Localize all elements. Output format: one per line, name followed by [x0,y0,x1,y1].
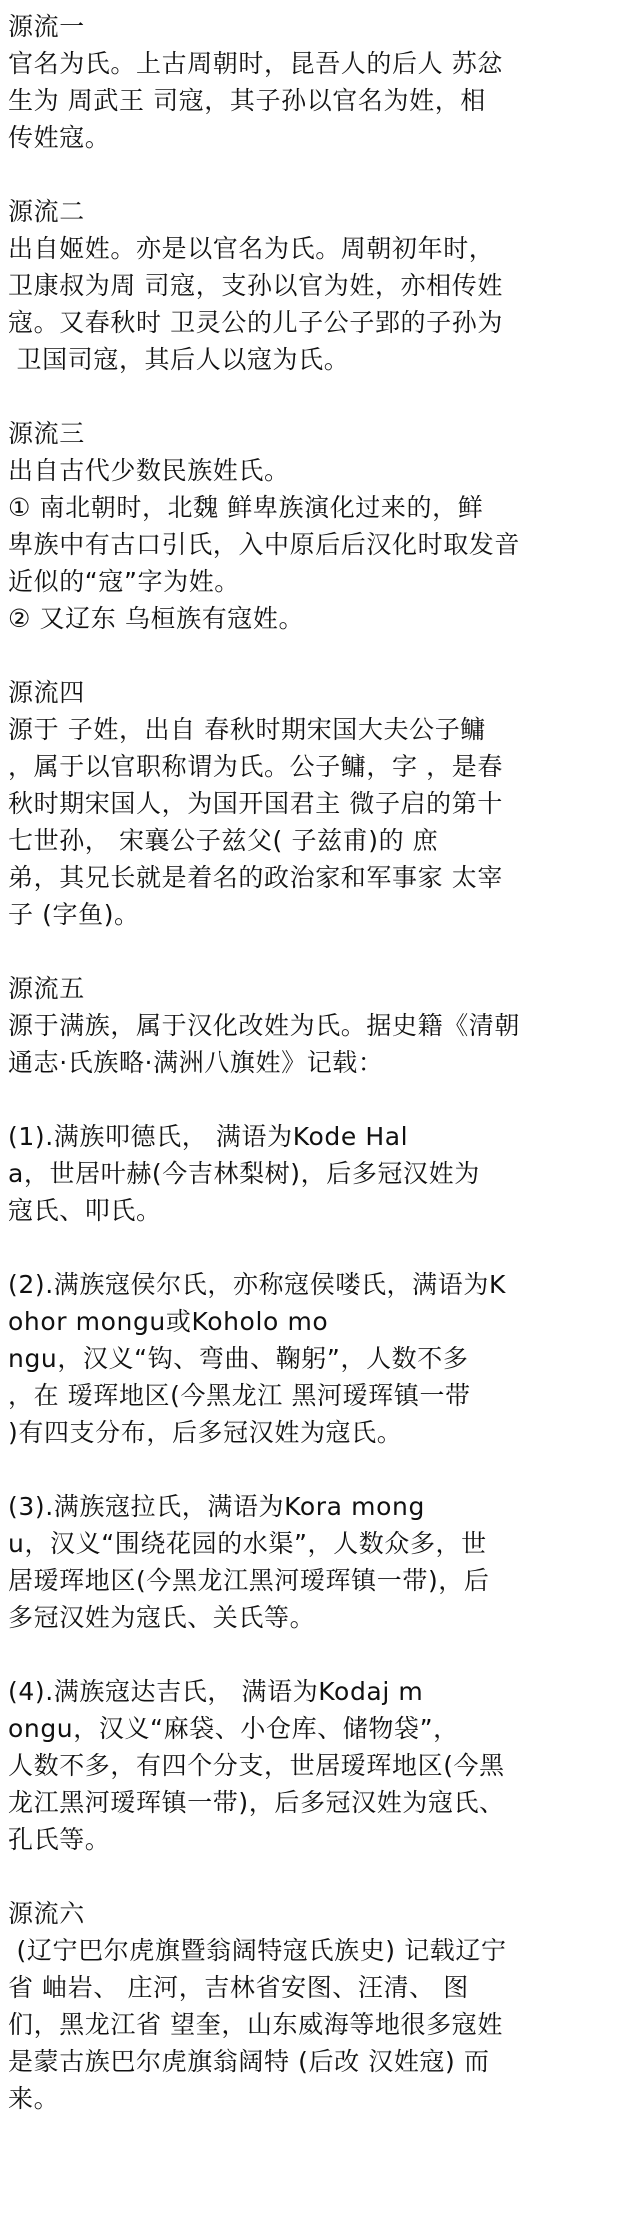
text-line: 龙江黑河瑷珲镇一带)，后多冠汉姓为寇氏、 [8,1788,505,1817]
text-line: 寇。又春秋时 卫灵公的儿子公子郢的子孙为 [8,308,503,337]
text-line: 寇氏、叩氏。 [8,1196,162,1225]
paragraph-gap [8,1636,634,1673]
text-line: ① 南北朝时，北魏 鲜卑族演化过来的，鲜 [8,493,484,522]
text-line: 出自姬姓。亦是以官名为氏。周朝初年时， [8,234,495,263]
text-line: 省 岫岩、 庄河，吉林省安图、汪清、 图 [8,1973,469,2002]
text-line: 官名为氏。上古周朝时，昆吾人的后人 苏忿 [8,49,503,78]
paragraph-gap [8,1081,634,1118]
section-heading: 源流一 [8,12,85,41]
section-origin-5 [8,970,634,1081]
text-line: )有四支分布，后多冠汉姓为寇氏。 [8,1418,403,1447]
text-line: 生为 周武王 司寇，其子孙以官名为姓，相 [8,86,486,115]
text-line: 多冠汉姓为寇氏、关氏等。 [8,1603,316,1632]
text-line: 卑族中有古口引氏，入中原后后汉化时取发音 [8,530,521,559]
section-heading: 源流六 [8,1899,85,1928]
text-line: 源于 子姓，出自 春秋时期宋国大夫公子鳙 [8,715,486,744]
paragraph-gap [8,1858,634,1895]
text-line: (3).满族寇拉氏，满语为Kora mong [8,1492,425,1521]
section-heading: 源流三 [8,419,85,448]
text-line: 七世孙， 宋襄公子兹父( 子兹甫)的 庶 [8,826,439,855]
text-line: 弟，其兄长就是着名的政治家和军事家 太宰 [8,863,503,892]
text-line: 源于满族，属于汉化改姓为氏。据史籍《清朝 [8,1011,521,1040]
text-line: 人数不多，有四个分支，世居瑷珲地区(今黑 [8,1751,505,1780]
paragraph-gap [8,156,634,193]
text-line: 秋时期宋国人，为国开国君主 微子启的第十 [8,789,503,818]
text-line: ongu，汉义“麻袋、小仓库、储物袋”， [8,1714,459,1743]
text-line: a，世居叶赫(今吉林梨树)，后多冠汉姓为 [8,1159,480,1188]
text-line: u，汉义“围绕花园的水渠”，人数众多，世 [8,1529,487,1558]
text-line: (1).满族叩德氏， 满语为Kode Hal [8,1122,409,1151]
manchu-clan-3 [8,1488,634,1636]
text-line: 子 (字鱼)。 [8,900,140,929]
text-line: ，属于以官职称谓为氏。公子鳙，字 ，是春 [8,752,503,781]
paragraph-gap [8,378,634,415]
paragraph-gap [8,637,634,674]
section-origin-4 [8,674,634,933]
text-line: 通志·氏族略·满洲八旗姓》记载： [8,1048,384,1077]
paragraph-gap [8,1451,634,1488]
manchu-clan-2 [8,1266,634,1451]
text-line: 孔氏等。 [8,1825,111,1854]
text-line: 卫康叔为周 司寇，支孙以官为姓，亦相传姓 [8,271,503,300]
text-line: ② 又辽东 乌桓族有寇姓。 [8,604,305,633]
text-line: ngu，汉义“钩、弯曲、鞠躬”，人数不多 [8,1344,469,1373]
text-line: 是蒙古族巴尔虎旗翁阔特 (后改 汉姓寇) 而 [8,2047,490,2076]
manchu-clan-4 [8,1673,634,1858]
text-line: 来。 [8,2084,60,2113]
paragraph-gap [8,1229,634,1266]
manchu-clan-1 [8,1118,634,1229]
section-heading: 源流五 [8,974,85,1003]
text-line: 传姓寇。 [8,123,111,152]
section-origin-6 [8,1895,634,2117]
paragraph-gap [8,933,634,970]
text-line: 们，黑龙江省 望奎，山东威海等地很多寇姓 [8,2010,503,2039]
text-line: ，在 瑷珲地区(今黑龙江 黑河瑷珲镇一带 [8,1381,471,1410]
text-line: (4).满族寇达吉氏， 满语为Kodaj m [8,1677,424,1706]
section-heading: 源流四 [8,678,85,707]
text-line: (辽宁巴尔虎旗暨翁阔特寇氏族史) 记载辽宁 [8,1936,507,1965]
text-line: 近似的“寇”字为姓。 [8,567,240,596]
section-origin-2 [8,193,634,378]
text-line: 居瑷珲地区(今黑龙江黑河瑷珲镇一带)，后 [8,1566,490,1595]
text-line: ohor mongu或Koholo mo [8,1307,329,1336]
text-line: 出自古代少数民族姓氏。 [8,456,290,485]
section-origin-3 [8,415,634,637]
section-origin-1 [8,8,634,156]
section-heading: 源流二 [8,197,85,226]
text-line: (2).满族寇侯尔氏，亦称寇侯喽氏，满语为K [8,1270,506,1299]
text-line: 卫国司寇，其后人以寇为氏。 [8,345,350,374]
